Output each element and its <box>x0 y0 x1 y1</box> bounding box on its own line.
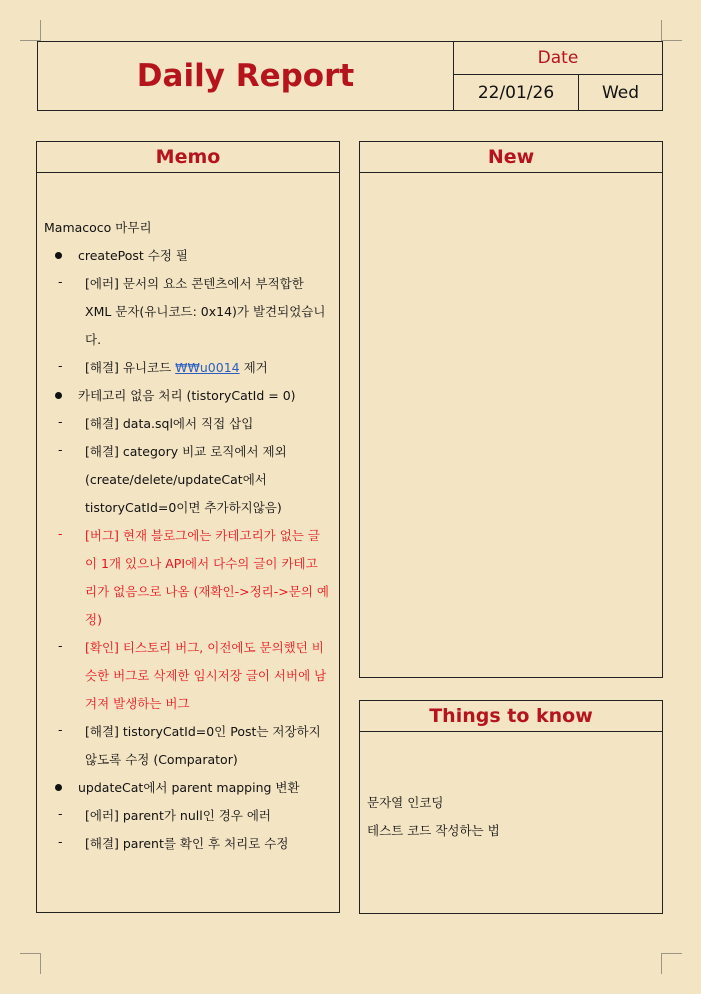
things-to-know-heading: Things to know <box>360 701 662 732</box>
crop-mark-top-right <box>661 20 682 41</box>
bullet-item: createPost 수정 필 <box>78 248 189 263</box>
memo-line: [해결] data.sql에서 직접 삽입 <box>85 416 254 431</box>
crop-mark-bottom-left <box>20 953 41 974</box>
memo-line-confirm: 슷한 버그로 삭제한 임시저장 글이 서버에 남 <box>85 668 327 683</box>
memo-line: [에러] parent가 null인 경우 에러 <box>85 808 272 823</box>
bullet-icon <box>55 392 62 399</box>
memo-line: (create/delete/updateCat에서 <box>85 472 267 487</box>
date-value: 22/01/26 <box>454 75 579 110</box>
memo-line: [에러] 문서의 요소 콘텐츠에서 부적합한 <box>85 276 304 291</box>
new-heading: New <box>360 142 662 173</box>
memo-section-title: Mamacoco 마무리 <box>44 220 152 235</box>
memo-line: XML 문자(유니코드: 0x14)가 발견되었습니 <box>85 304 326 319</box>
memo-line: tistoryCatId=0이면 추가하지않음) <box>85 500 282 515</box>
report-title: Daily Report <box>38 42 454 110</box>
know-item: 테스트 코드 작성하는 법 <box>367 823 500 838</box>
memo-line-bug: 리가 없음으로 나옴 (재확인->정리->문의 예 <box>85 584 329 599</box>
dash-marker: - <box>58 722 63 737</box>
memo-panel <box>36 141 340 913</box>
memo-line-confirm: 겨져 발생하는 버그 <box>85 696 190 711</box>
bullet-icon <box>55 784 62 791</box>
memo-line: [해결] tistoryCatId=0인 Post는 저장하지 <box>85 724 321 739</box>
dash-marker: - <box>58 414 63 429</box>
memo-line <box>85 358 268 376</box>
memo-heading: Memo <box>37 142 339 173</box>
report-header <box>37 41 663 111</box>
bullet-item: updateCat에서 parent mapping 변환 <box>78 780 300 795</box>
memo-line: 다. <box>85 332 102 347</box>
crop-mark-bottom-right <box>661 953 682 974</box>
dash-marker: - <box>58 358 63 373</box>
memo-text: [해결] 유니코드 <box>85 360 176 375</box>
dash-marker: - <box>58 834 63 849</box>
bullet-icon <box>55 252 62 259</box>
unicode-link[interactable]: ₩₩u0014 <box>175 360 240 375</box>
dash-marker: - <box>58 274 63 289</box>
dash-marker: - <box>58 806 63 821</box>
things-to-know-panel <box>359 700 663 914</box>
memo-line: 않도록 수정 (Comparator) <box>85 752 238 767</box>
memo-line: [해결] category 비교 로직에서 제외 <box>85 444 287 459</box>
know-item: 문자열 인코딩 <box>367 795 444 810</box>
dash-marker: - <box>58 526 63 541</box>
memo-line-bug: 정) <box>85 612 102 627</box>
memo-text: 제거 <box>239 360 268 375</box>
memo-line-confirm: [확인] 티스토리 버그, 이전에도 문의했던 비 <box>85 640 324 655</box>
date-label: Date <box>454 42 662 75</box>
crop-mark-top-left <box>20 20 41 41</box>
memo-line-bug: [버그] 현재 블로그에는 카테고리가 없는 글 <box>85 528 320 543</box>
dash-marker: - <box>58 638 63 653</box>
weekday-value: Wed <box>601 82 640 103</box>
memo-line-bug: 이 1개 있으나 API에서 다수의 글이 카테고 <box>85 556 318 571</box>
dash-marker: - <box>58 442 63 457</box>
bullet-item: 카테고리 없음 처리 (tistoryCatId = 0) <box>78 388 296 403</box>
memo-line: [해결] parent를 확인 후 처리로 수정 <box>85 836 289 851</box>
new-panel <box>359 141 663 678</box>
